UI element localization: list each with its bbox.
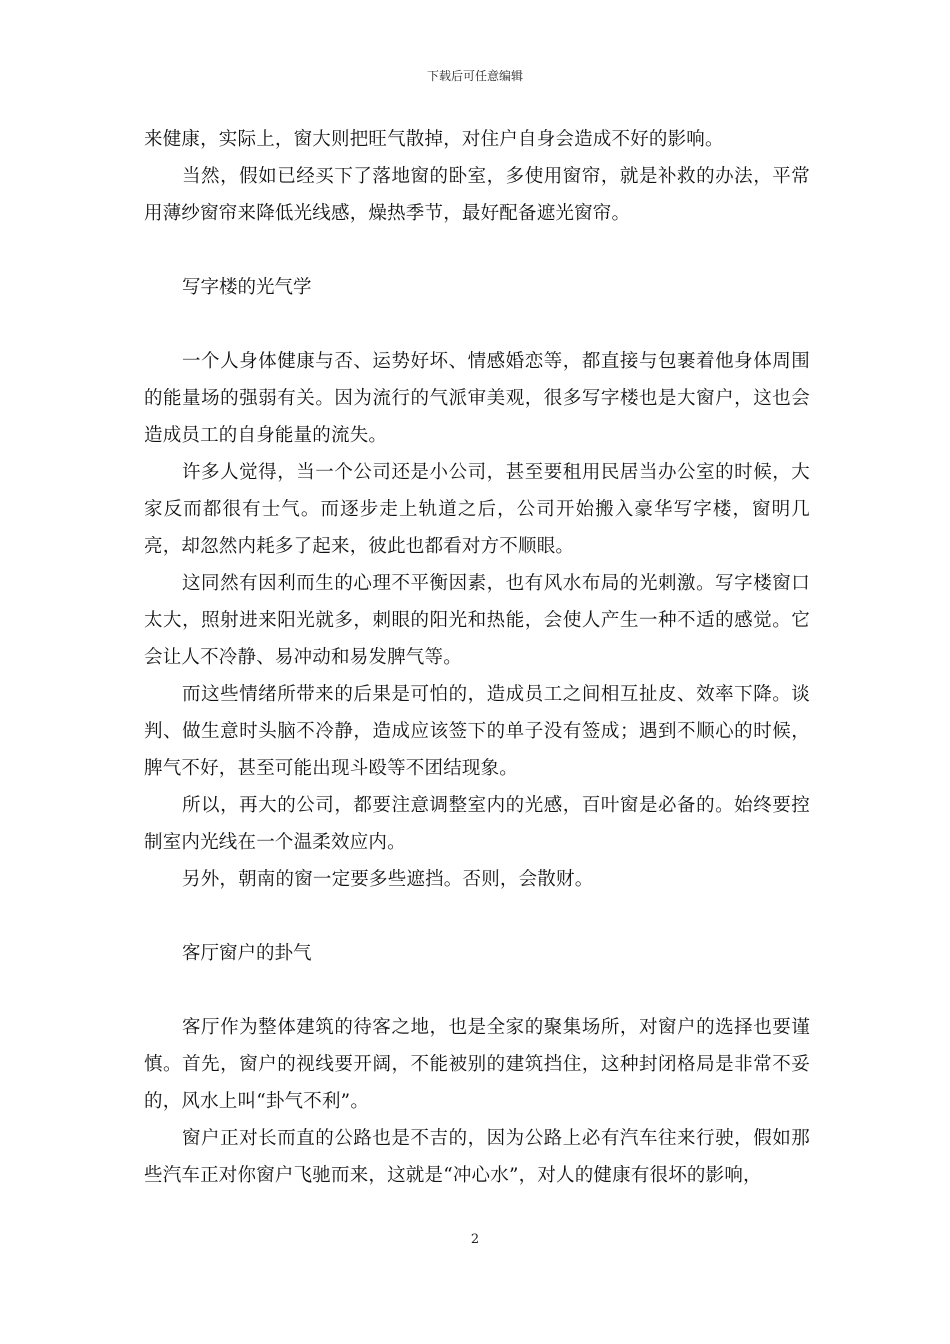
page-header: 下载后可任意编辑: [426, 69, 523, 83]
spacer: [144, 232, 810, 269]
spacer: [144, 898, 810, 935]
paragraph: 当然，假如已经买下了落地窗的卧室，多使用窗帘，就是补救的办法，平常用薄纱窗帘来降低光线感，燥热季节，最好配备遮光窗帘。: [144, 166, 810, 224]
paragraph: 而这些情绪所带来的后果是可怕的，造成员工之间相互扯皮、效率下降。谈判、做生意时头脑不冷静，造成应该签下的单子没有签成；遇到不顺心的时候，脾气不好，甚至可能出现斗殴等不团结现象。: [144, 684, 810, 779]
document-body: [144, 121, 810, 1194]
paragraph: 所以，再大的公司，都要注意调整室内的光感，百叶窗是必备的。始终要控制室内光线在一个温柔效应内。: [144, 795, 810, 853]
paragraph: 这同然有因利而生的心理不平衡因素，也有风水布局的光刺激。写字楼窗口太大，照射进来阳光就多，刺眼的阳光和热能，会使人产生一种不适的感觉。它会让人不冷静、易冲动和易发脾气等。: [144, 573, 810, 668]
paragraph: 窗户正对长而直的公路也是不吉的，因为公路上必有汽车往来行驶，假如那些汽车正对你窗户飞驰而来，这就是“冲心水”，对人的健康有很坏的影响，: [144, 1128, 810, 1186]
spacer: [144, 306, 810, 343]
paragraph: 来健康，实际上，窗大则把旺气散掉，对住户自身会造成不好的影响。: [144, 129, 724, 150]
spacer: [144, 972, 810, 1009]
paragraph: 一个人身体健康与否、运势好坏、情感婚恋等，都直接与包裹着他身体周围的能量场的强弱有关。因为流行的气派审美观，很多写字楼也是大窗户，这也会造成员工的自身能量的流失。: [144, 351, 810, 446]
paragraph: 另外，朝南的窗一定要多些遮挡。否则，会散财。: [182, 869, 594, 890]
section-heading: 写字楼的光气学: [182, 277, 312, 298]
paragraph: 许多人觉得，当一个公司还是小公司，甚至要租用民居当办公室的时候，大家反而都很有士气。而逐步走上轨道之后，公司开始搬入豪华写字楼，窗明几亮，却忽然内耗多了起来，彼此也都看对方不顺眼。: [144, 462, 810, 557]
section-heading: 客厅窗户的卦气: [182, 943, 312, 964]
paragraph: 客厅作为整体建筑的待客之地，也是全家的聚集场所，对窗户的选择也要谨慎。首先，窗户的视线要开阔，不能被别的建筑挡住，这种封闭格局是非常不妥的，风水上叫“卦气不利”。: [144, 1017, 810, 1112]
page-number: 2: [470, 1232, 480, 1247]
